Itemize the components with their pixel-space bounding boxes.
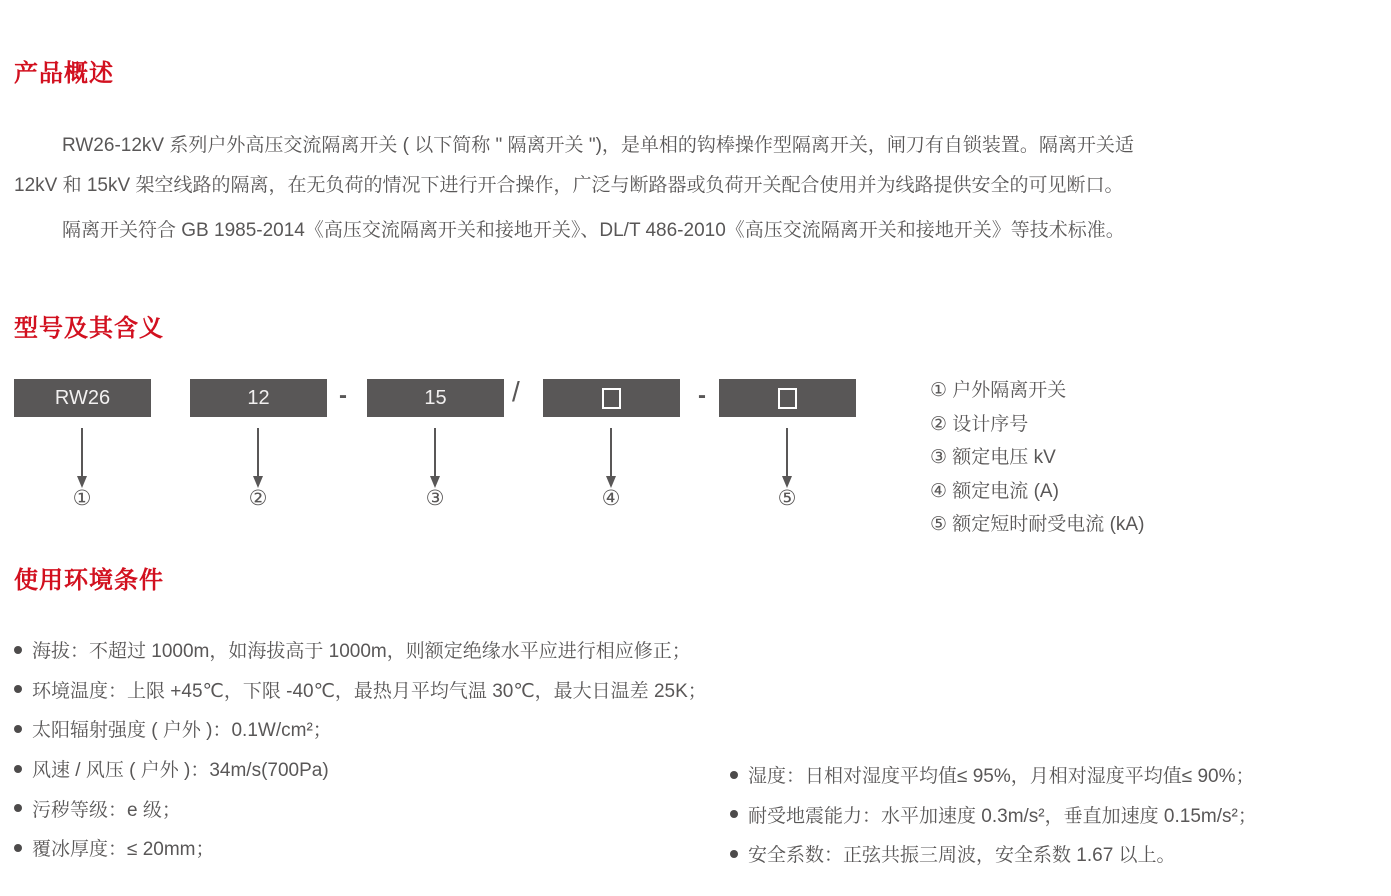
- model-box-design-number-label: 12: [247, 386, 270, 409]
- marker-3: ③: [425, 487, 445, 510]
- env-item-altitude: 海拔：不超过 1000m，如海拔高于 1000m，则额定绝缘水平应进行相应修正；: [32, 641, 691, 663]
- down-arrow-icon: [786, 428, 788, 476]
- marker-5: ⑤: [777, 487, 797, 510]
- overview-paragraph-line-2: 12kV 和 15kV 架空线路的隔离，在无负荷的情况下进行开合操作，广泛与断路器或负荷开关配合使用并为线路提供安全的可见断口。: [14, 175, 1124, 196]
- bullet-icon: [14, 646, 22, 654]
- model-box-series: [14, 379, 151, 417]
- bullet-icon: [14, 685, 22, 693]
- legend-item-1: ① 户外隔离开关: [930, 380, 1067, 402]
- model-box-series-label: RW26: [54, 386, 111, 409]
- model-box-withstand-current: [719, 379, 856, 417]
- environment-heading: 使用环境条件: [14, 567, 164, 594]
- marker-2: ②: [248, 487, 268, 510]
- list-item: [14, 630, 707, 670]
- placeholder-square-icon: [778, 388, 797, 409]
- list-item: [14, 670, 707, 710]
- bullet-icon: [730, 850, 738, 858]
- overview-heading: 产品概述: [14, 60, 114, 87]
- env-item-ice-thickness: 覆冰厚度：≤ 20mm；: [32, 839, 215, 861]
- down-arrow-icon: [610, 428, 612, 476]
- list-item: [730, 834, 1257, 874]
- bullet-icon: [14, 804, 22, 812]
- bullet-icon: [730, 771, 738, 779]
- down-arrow-icon: [257, 428, 259, 476]
- marker-1: ①: [72, 487, 92, 510]
- env-item-wind: 风速 / 风压 ( 户外 )：34m/s(700Pa): [32, 760, 329, 782]
- down-arrow-icon: [81, 428, 83, 476]
- legend-item-5: ⑤ 额定短时耐受电流 (kA): [930, 514, 1145, 536]
- bullet-icon: [14, 765, 22, 773]
- env-item-pollution-level: 污秽等级：e 级；: [32, 799, 181, 821]
- environment-list-right: [730, 755, 1257, 874]
- env-item-safety-factor: 安全系数：正弦共振三周波，安全系数 1.67 以上。: [748, 845, 1176, 867]
- list-item: [14, 828, 707, 868]
- env-item-ambient-temperature: 环境温度：上限 +45℃，下限 -40℃，最热月平均气温 30℃，最大日温差 25K；: [32, 680, 707, 702]
- environment-list-left: [14, 630, 707, 868]
- list-item: [730, 795, 1257, 835]
- env-item-solar-radiation: 太阳辐射强度 ( 户外 )：0.1W/cm²；: [32, 720, 332, 742]
- env-item-humidity: 湿度：日相对湿度平均值≤ 95%，月相对湿度平均值≤ 90%；: [748, 766, 1255, 788]
- list-item: [14, 788, 707, 828]
- placeholder-square-icon: [602, 388, 621, 409]
- model-heading: 型号及其含义: [14, 315, 164, 342]
- marker-4: ④: [601, 487, 621, 510]
- model-legend: [930, 372, 1144, 540]
- model-box-design-number: [190, 379, 327, 417]
- model-separator-slash: /: [512, 376, 520, 407]
- bullet-icon: [730, 810, 738, 818]
- model-box-rated-voltage-label: 15: [424, 386, 447, 409]
- model-separator-dash: -: [698, 382, 706, 409]
- overview-paragraph-line-3: 隔离开关符合 GB 1985-2014《高压交流隔离开关和接地开关》、DL/T 486-2010《高压交流隔离开关和接地开关》等技术标准。: [62, 220, 1125, 241]
- legend-item-2: ② 设计序号: [930, 413, 1029, 435]
- down-arrow-icon: [434, 428, 436, 476]
- list-item: [730, 755, 1257, 795]
- bullet-icon: [14, 844, 22, 852]
- env-item-seismic: 耐受地震能力：水平加速度 0.3m/s²，垂直加速度 0.15m/s²；: [748, 805, 1257, 827]
- model-box-rated-voltage: [367, 379, 504, 417]
- bullet-icon: [14, 725, 22, 733]
- list-item: [14, 749, 707, 789]
- model-box-rated-current: [543, 379, 680, 417]
- overview-paragraph-line-1: RW26-12kV 系列户外高压交流隔离开关 ( 以下简称 " 隔离开关 ")，是单相的钩棒操作型隔离开关，闸刀有自锁装置。隔离开关适: [62, 135, 1134, 156]
- legend-item-4: ④ 额定电流 (A): [930, 480, 1059, 502]
- model-separator-dash: -: [339, 382, 347, 409]
- legend-item-3: ③ 额定电压 kV: [930, 447, 1056, 469]
- list-item: [14, 709, 707, 749]
